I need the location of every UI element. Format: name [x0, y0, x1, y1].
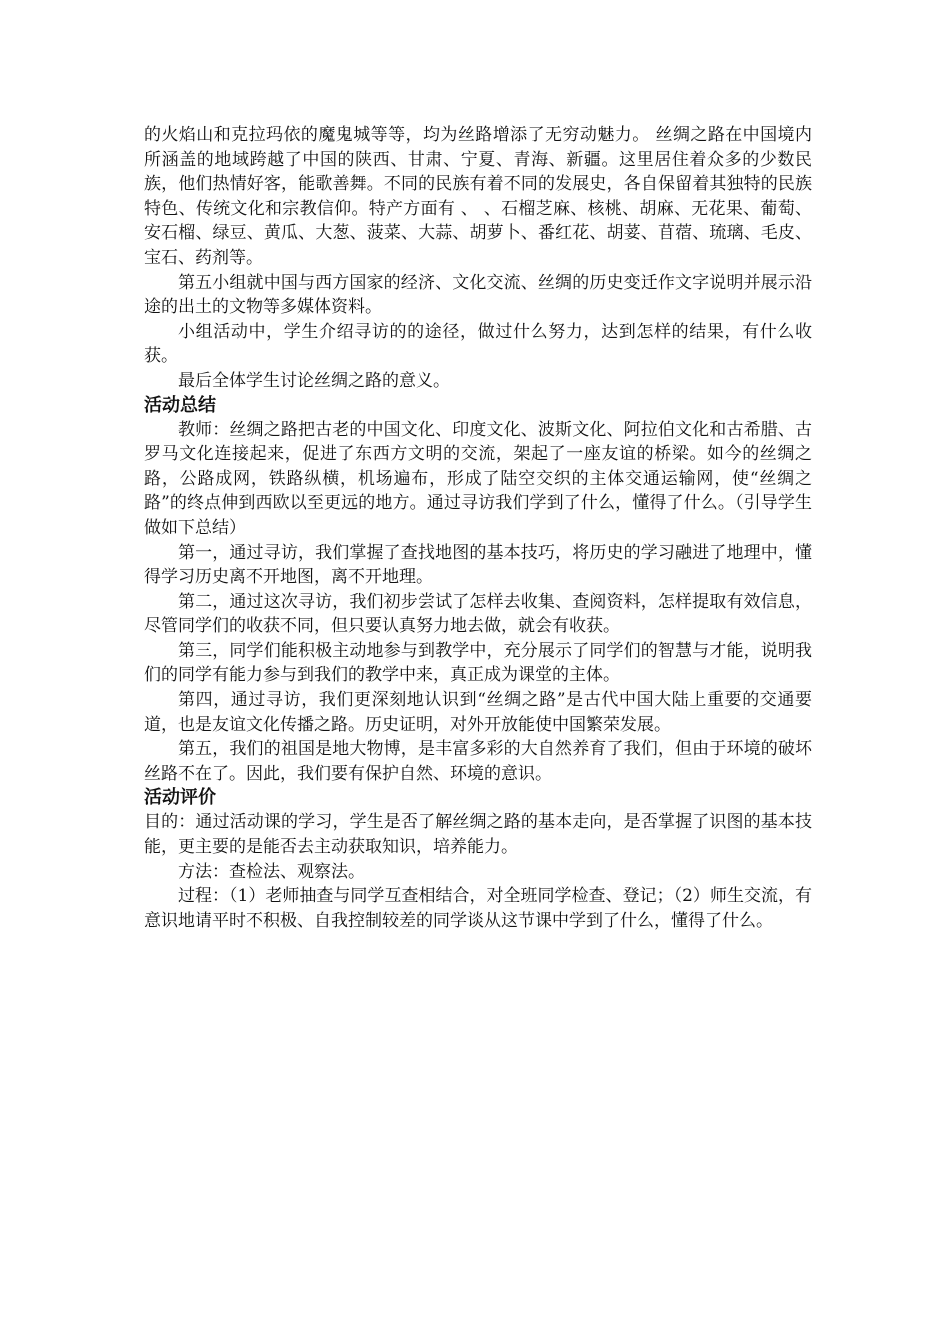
paragraph-summary-third: 第三，同学们能积极主动地参与到教学中，充分展示了同学们的智慧与才能，说明我们的同学有能力参与到我们的教学中来，真正成为课堂的主体。 — [144, 640, 812, 686]
paragraph-summary-fifth: 第五，我们的祖国是地大物博，是丰富多彩的大自然养育了我们，但由于环境的破坏丝路不在了。因此，我们要有保护自然、环境的意识。 — [144, 739, 812, 784]
paragraph-summary-first: 第一，通过寻访，我们掌握了查找地图的基本技巧，将历史的学习融进了地理中，懂得学习历史离不开地图，离不开地理。 — [144, 542, 812, 588]
paragraph-eval-process: 过程：（1）老师抽查与同学互查相结合，对全班同学检查、登记；（2）师生交流，有意识地请平时不积极、自我控制较差的同学谈从这节课中学到了什么，懂得了什么。 — [144, 886, 812, 931]
paragraph-summary-second: 第二，通过这次寻访，我们初步尝试了怎样去收集、查阅资料，怎样提取有效信息，尽管同学们的收获不同，但只要认真努力地去做，就会有收获。 — [144, 591, 812, 637]
paragraph-group-five: 第五小组就中国与西方国家的经济、文化交流、丝绸的历史变迁作文字说明并展示沿途的出土的文物等多媒体资料。 — [144, 272, 812, 318]
heading-activity-summary: 活动总结 — [144, 394, 216, 416]
paragraph-silk-road-regions: 的火焰山和克拉玛依的魔鬼城等等，均为丝路增添了无穷动魅力。 丝绸之路在中国境内所涵盖的地域跨越了中国的陕西、甘肃、宁夏、青海、新疆。这里居住着众多的少数民族，他们热情好客，能歌善舞。不同的民族有着不同的发展史，各自保留着其独特的民族特色、传统文化和宗教信仰。特产方面有 、 、石榴芝麻、核桃、胡麻、无花果、葡萄、安石榴、绿豆、黄瓜、大葱、菠菜、大蒜、胡萝卜、番红花、胡荽、苜蓿、琉璃、毛皮、宝石、药剂等。 — [144, 125, 812, 268]
paragraph-group-activity: 小组活动中，学生介绍寻访的的途径，做过什么努力，达到怎样的结果，有什么收获。 — [144, 321, 812, 367]
paragraph-summary-fourth: 第四，通过寻访，我们更深刻地认识到“丝绸之路”是古代中国大陆上重要的交通要道，也是友谊文化传播之路。历史证明，对外开放能使中国繁荣发展。 — [144, 690, 812, 735]
paragraph-eval-method: 方法：查检法、观察法。 — [178, 861, 365, 882]
paragraph-teacher-summary: 教师：丝绸之路把古老的中国文化、印度文化、波斯文化、阿拉伯文化和古希腊、古罗马文化连接起来，促进了东西方文明的交流，架起了一座友谊的桥梁。如今的丝绸之路，公路成网，铁路纵横，机场遍布，形成了陆空交织的主体交通运输网，使“丝绸之路”的终点伸到西欧以至更远的地方。通过寻访我们学到了什么，懂得了什么。（引导学生做如下总结） — [144, 419, 812, 538]
paragraph-discussion: 最后全体学生讨论丝绸之路的意义。 — [178, 370, 450, 391]
paragraph-eval-purpose: 目的：通过活动课的学习，学生是否了解丝绸之路的基本走向，是否掌握了识图的基本技能，更主要的是能否去主动获取知识，培养能力。 — [144, 812, 812, 858]
heading-activity-evaluation: 活动评价 — [144, 787, 216, 809]
document-body — [144, 123, 812, 933]
